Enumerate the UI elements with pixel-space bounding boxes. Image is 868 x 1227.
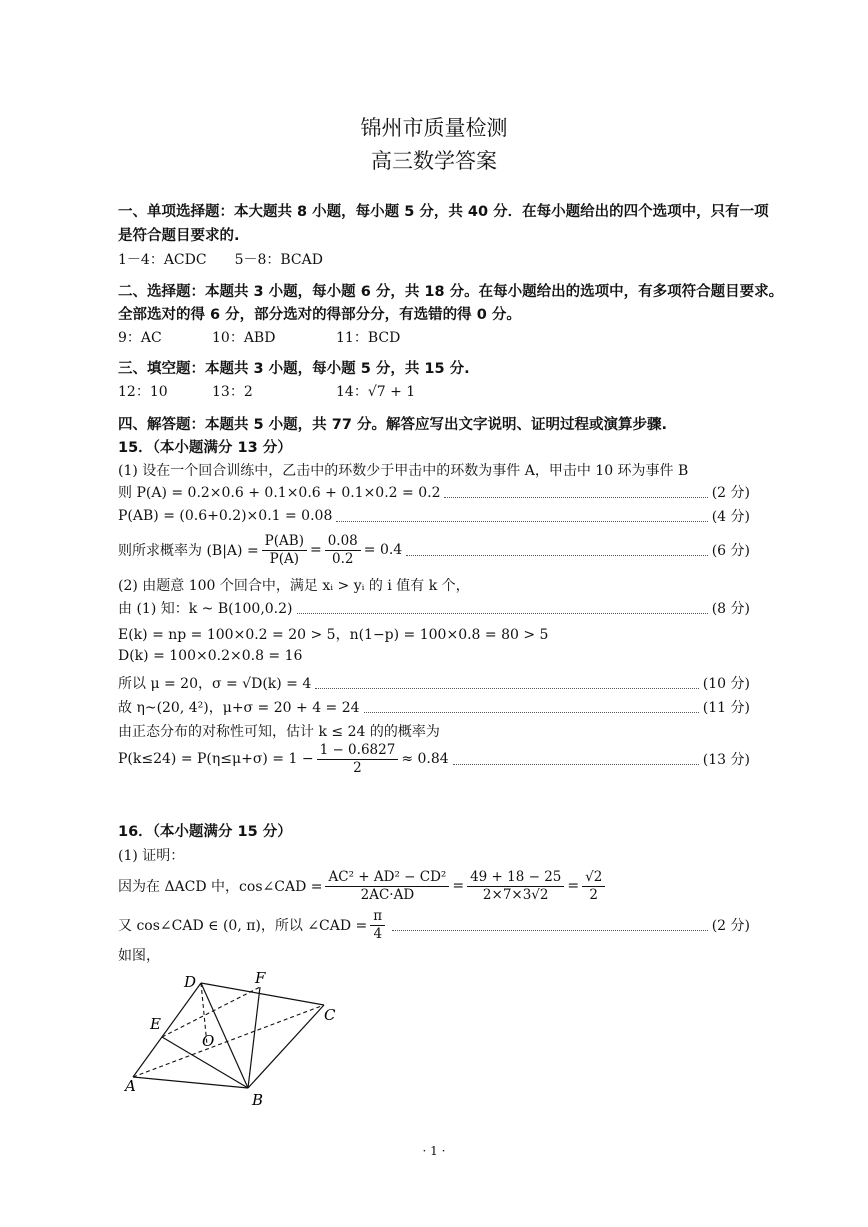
dotted-leader [453,754,699,765]
fraction-normal-tail [317,742,399,777]
q15-line4-result: = 0.4 [363,542,403,558]
edge-EF-hidden [162,987,260,1037]
q15-line6-score: (8 分) [711,601,750,617]
q15-line9 [118,672,750,694]
q15-line11: 由正态分布的对称性可知，估计 k ≤ 24 的的概率为 [118,724,440,740]
equals-sign: = [309,542,322,558]
fraction-numerator: 0.08 [325,533,361,551]
answer-13: 13：2 [212,384,253,400]
q15-line10-text: 故 η~(20, 4²)，μ+σ = 20 + 4 = 24 [118,700,360,716]
geometry-figure [118,965,348,1110]
q15-line2-text: 则 P(A) = 0.2×0.6 + 0.1×0.6 + 0.1×0.2 = 0.2 [118,485,441,501]
q15-line10-score: (11 分) [702,700,750,716]
label-C: C [324,1006,336,1024]
dotted-leader [336,511,707,522]
q15-line1: (1) 设在一个回合训练中，乙击中的环数少于甲击中的环数为事件 A，甲击中 10 环为事件 B [118,463,689,479]
dotted-leader [364,702,699,713]
q15-line3 [118,505,750,527]
edge-CB [248,1005,324,1088]
equals-sign: = [452,878,465,894]
fraction-pi-over-4 [370,908,385,943]
dotted-leader [315,678,699,689]
q15-heading: 15．（本小题满分 13 分） [118,440,292,456]
edge-AC-hidden [133,1005,324,1077]
section2-heading-cont: 全部选对的得 6 分，部分选对的得部分分，有选错的得 0 分。 [118,307,521,323]
fraction-numerator: AC² + AD² − CD² [325,869,449,887]
document-title: 锦州市质量检测 [360,116,508,140]
equals-sign: = [567,878,580,894]
q16-line2 [118,866,608,906]
fraction-denominator: 2 [353,759,362,776]
section1-answers: 1－4：ACDC 5－8：BCAD [118,252,323,268]
q15-line4-prefix: 则所求概率为 (B|A) = [118,543,259,559]
section4-heading: 四、解答题：本题共 5 小题，共 77 分。解答应写出文字说明、证明过程或演算步骤. [118,417,667,433]
label-B: B [252,1091,264,1109]
q15-line12-score: (13 分) [702,752,750,768]
q15-line12-prefix: P(k≤24) = P(η≤μ+σ) = 1 − [118,751,314,767]
answer-12: 12：10 [118,384,168,400]
q16-line3 [118,908,750,942]
dotted-leader [406,545,708,556]
q15-line6 [118,597,750,619]
fraction-denominator: 2AC·AD [360,886,415,903]
q15-line12-result: ≈ 0.84 [401,751,449,767]
dotted-leader [444,487,707,498]
fraction-denominator: 4 [373,925,383,942]
fraction-denominator: 2 [589,886,599,903]
edge-FB [248,987,260,1088]
q15-line6-text: 由 (1) 知：k ~ B(100,0.2) [118,601,293,617]
fraction-denominator: 2×7×3√2 [482,886,549,903]
fraction-result [582,869,605,904]
q15-line9-score: (10 分) [702,676,750,692]
q15-line9-text: 所以 μ = 20，σ = √D(k) = 4 [118,676,312,692]
q16-heading: 16．（本小题满分 15 分） [118,824,292,840]
fraction-numerator: P(AB) [262,533,307,551]
section2-heading: 二、选择题：本题共 3 小题，每小题 6 分，共 18 分。在每小题给出的选项中，有多项符合题目要求。 [118,284,784,300]
label-E: E [150,1015,161,1033]
fraction-numerator: √2 [582,869,605,887]
q15-line7: E(k) = np = 100×0.2 = 20 > 5，n(1−p) = 100×0.8 = 80 > 5 [118,627,549,643]
q16-line3-prefix: 又 cos∠CAD ∈ (0, π)，所以 ∠CAD = [118,918,368,934]
label-F: F [255,969,266,987]
fraction-denominator: 0.2 [331,550,354,567]
answer-11: 11：BCD [336,330,401,346]
q15-line4-score: (6 分) [711,543,750,559]
fraction-numerator: π [370,908,385,926]
fraction-pab-pa [262,533,307,568]
label-A: A [125,1077,136,1095]
fraction-cosine-law [325,869,449,904]
fraction-numerator: 49 + 18 − 25 [467,869,564,887]
section1-heading: 一、单项选择题：本大题共 8 小题，每小题 5 分，共 40 分．在每小题给出的四个选项中，只有一项 [118,204,769,220]
q15-line4 [118,532,750,568]
label-D: D [184,973,197,991]
page-number: · 1 · [422,1144,446,1158]
section3-heading: 三、填空题：本题共 3 小题，每小题 5 分，共 15 分. [118,361,470,377]
fraction-numerator: 1 − 0.6827 [317,742,399,760]
q15-line8: D(k) = 100×0.2×0.8 = 16 [118,648,303,664]
label-O: O [202,1032,215,1050]
q15-line3-text: P(AB) = (0.6+0.2)×0.1 = 0.08 [118,508,333,524]
q15-line12 [118,741,750,777]
q15-line10 [118,696,750,718]
q15-line5: (2) 由题意 100 个回合中，满足 xᵢ > yᵢ 的 i 值有 k 个， [118,578,470,594]
edge-AD [133,983,201,1077]
q16-line2-prefix: 因为在 ΔACD 中，cos∠CAD = [118,879,323,895]
fraction-denominator: P(A) [269,550,299,567]
dotted-leader [392,920,708,931]
section1-heading-cont: 是符合题目要求的. [118,228,240,244]
q16-line3-score: (2 分) [711,918,750,934]
answer-9: 9：AC [118,330,162,346]
q15-line2 [118,481,750,503]
document-subtitle: 高三数学答案 [371,149,497,173]
q16-line4: 如图， [118,948,160,964]
q15-line2-score: (2 分) [711,485,750,501]
fraction-value [325,533,361,568]
answer-10: 10：ABD [212,330,276,346]
answer-14: 14：√7 + 1 [336,384,416,400]
dotted-leader [297,603,708,614]
fraction-numeric [467,869,564,904]
q15-line3-score: (4 分) [711,509,750,525]
edge-AB [133,1077,248,1088]
q16-line1: (1) 证明： [118,848,185,864]
